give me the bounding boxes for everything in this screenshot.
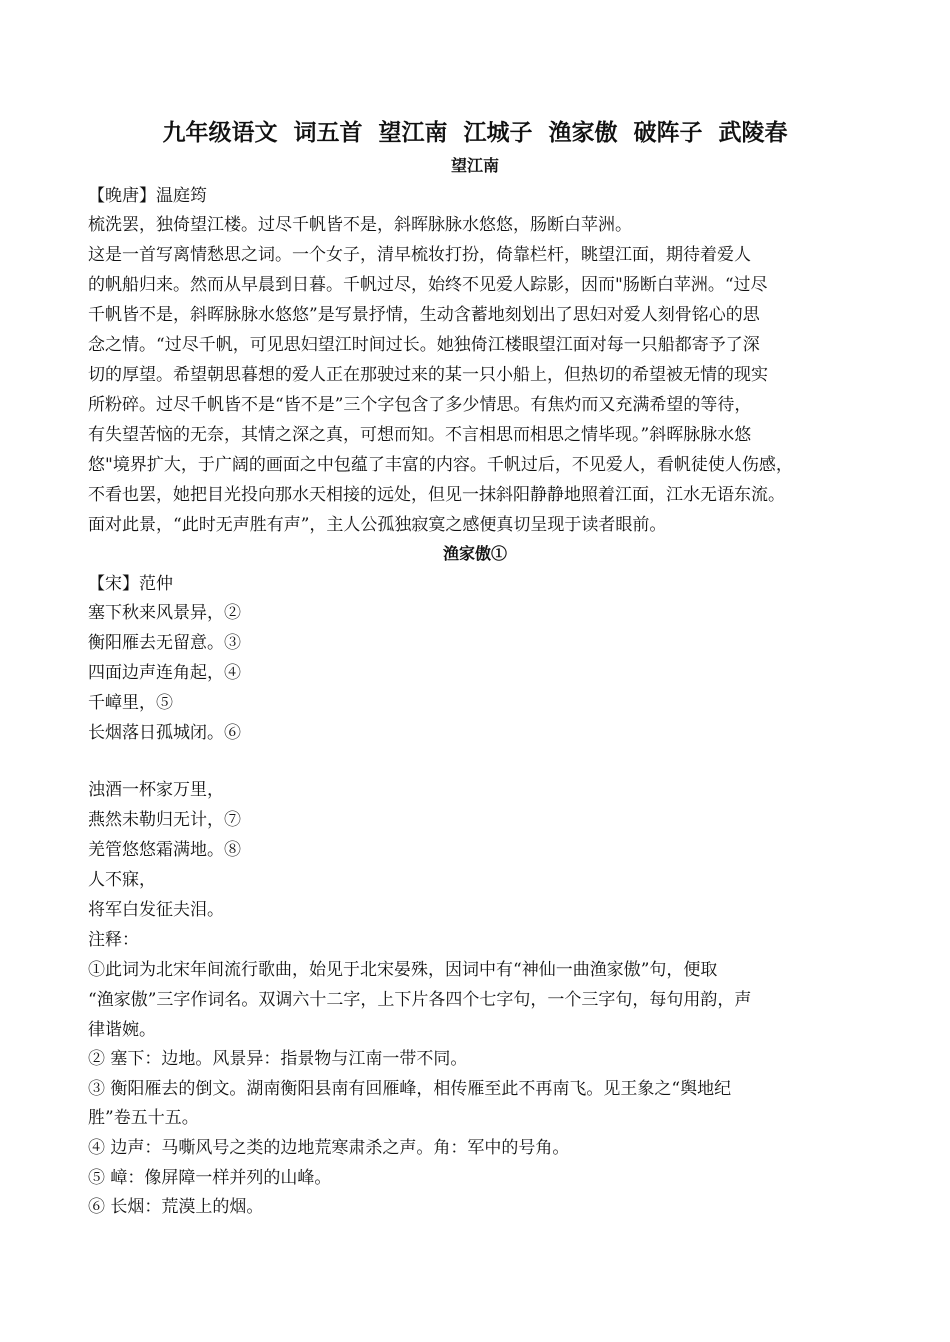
poem-line: 衡阳雁去无留意。③ <box>88 633 241 653</box>
commentary-line: 所粉碎。过尽千帆皆不是“皆不是”三个字包含了多少情思。有焦灼而又充满希望的等待， <box>88 395 752 415</box>
section-heading-wangjiangnan: 望江南 <box>450 156 499 175</box>
poem-line: 千嶂里，⑤ <box>88 693 173 713</box>
poem-line: 浊酒一杯家万里， <box>88 780 224 800</box>
note-line: ①此词为北宋年间流行歌曲，始见于北宋晏殊，因词中有“神仙一曲渔家傲”句，便取 <box>88 960 718 980</box>
author-line: 【晚唐】温庭筠 <box>88 186 207 206</box>
poem-line: 燕然未勒归无计，⑦ <box>88 810 241 830</box>
poem-line: 长烟落日孤城闭。⑥ <box>88 723 241 743</box>
commentary-line: 这是一首写离情愁思之词。一个女子，清早梳妆打扮，倚靠栏杆，眺望江面，期待着爱人 <box>88 245 751 265</box>
note-line: ⑤ 嶂：像屏障一样并列的山峰。 <box>88 1168 332 1188</box>
commentary-line: 切的厚望。希望朝思暮想的爱人正在那驶过来的某一只小船上，但热切的希望被无情的现实 <box>88 365 768 385</box>
commentary-line: 悠"境界扩大，于广阔的画面之中包蕴了丰富的内容。千帆过后，不见爱人，看帆徒使人伤感， <box>88 455 793 475</box>
commentary-line: 有失望苦恼的无奈，其情之深之真，可想而知。不言相思而相思之情毕现。”斜晖脉脉水悠 <box>88 425 752 445</box>
commentary-line: 不看也罢，她把目光投向那水天相接的远处，但见一抹斜阳静静地照着江面，江水无语东流。 <box>88 485 785 505</box>
poem-line: 四面边声连角起，④ <box>88 663 241 683</box>
commentary-line: 千帆皆不是，斜晖脉脉水悠悠”是写景抒情，生动含蓄地刻划出了思妇对爱人刻骨铭心的思 <box>88 305 760 325</box>
note-line: 律谐婉。 <box>88 1020 156 1040</box>
note-line: ④ 边声：马嘶风号之类的边地荒寒肃杀之声。角：军中的号角。 <box>88 1138 570 1158</box>
poem-line: 羌管悠悠霜满地。⑧ <box>88 840 241 860</box>
poem-line: 将军白发征夫泪。 <box>88 900 224 920</box>
note-line: “渔家傲”三字作词名。双调六十二字，上下片各四个七字句，一个三字句，每句用韵，声 <box>88 990 752 1010</box>
note-line: ② 塞下：边地。风景异：指景物与江南一带不同。 <box>88 1049 468 1069</box>
section-heading-yujiaao: 渔家傲① <box>442 544 507 563</box>
note-line: 胜”卷五十五。 <box>88 1108 199 1128</box>
note-line: ⑥ 长烟：荒漠上的烟。 <box>88 1197 264 1217</box>
poem-line: 塞下秋来风景异，② <box>88 603 241 623</box>
commentary-line: 的帆船归来。然而从早晨到日暮。千帆过尽，始终不见爱人踪影，因而"肠断白苹洲。“过尽 <box>88 275 768 295</box>
commentary-line: 面对此景，“此时无声胜有声”，主人公孤独寂寞之感便真切呈现于读者眼前。 <box>88 515 667 535</box>
page-title: 九年级语文 词五首 望江南 江城子 渔家傲 破阵子 武陵春 <box>162 119 788 146</box>
note-line: ③ 衡阳雁去的倒文。湖南衡阳县南有回雁峰，相传雁至此不再南飞。见王象之“舆地纪 <box>88 1079 732 1099</box>
commentary-line: 念之情。“过尽千帆，可见思妇望江时间过长。她独倚江楼眼望江面对每一只船都寄予了深 <box>88 335 760 355</box>
author-line: 【宋】范仲 <box>88 574 173 594</box>
poem-line: 人不寐， <box>88 870 156 890</box>
poem-line: 梳洗罢，独倚望江楼。过尽千帆皆不是，斜晖脉脉水悠悠，肠断白苹洲。 <box>88 215 632 235</box>
notes-label: 注释： <box>88 930 139 950</box>
